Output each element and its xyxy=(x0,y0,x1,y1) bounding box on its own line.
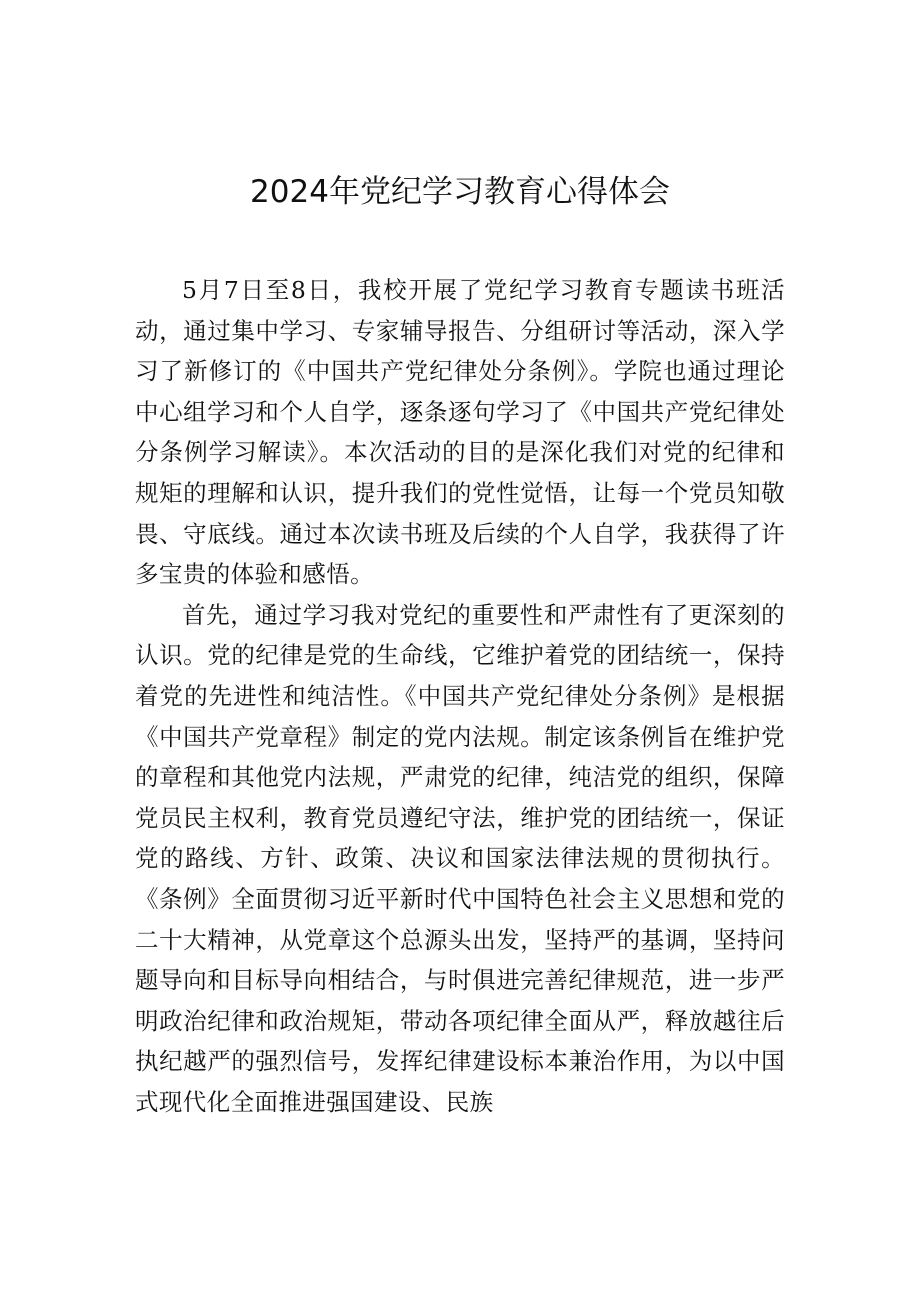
paragraph-intro: 5月7日至8日，我校开展了党纪学习教育专题读书班活动，通过集中学习、专家辅导报告、分组研讨等活动，深入学习了新修订的《中国共产党纪律处分条例》。学院也通过理论中心组学习和个人自学，逐条逐句学习了《中国共产党纪律处分条例学习解读》。本次活动的目的是深化我们对党的纪律和规矩的理解和认识，提升我们的党性觉悟，让每一个党员知敬畏、守底线。通过本次读书班及后续的个人自学，我获得了许多宝贵的体验和感悟。 xyxy=(135,276,785,589)
paragraph-first-point: 首先，通过学习我对党纪的重要性和严肃性有了更深刻的认识。党的纪律是党的生命线，它维护着党的团结统一，保持着党的先进性和纯洁性。《中国共产党纪律处分条例》是根据《中国共产党章程》制定的党内法规。制定该条例旨在维护党的章程和其他党内法规，严肃党的纪律，纯洁党的组织，保障党员民主权利，教育党员遵纪守法，维护党的团结统一，保证党的路线、方针、政策、决议和国家法律法规的贯彻执行。《条例》全面贯彻习近平新时代中国特色社会主义思想和党的二十大精神，从党章这个总源头出发，坚持严的基调，坚持问题导向和目标导向相结合，与时俱进完善纪律规范，进一步严明政治纪律和政治规矩，带动各项纪律全面从严，释放越往后执纪越严的强烈信号，发挥纪律建设标本兼治作用，为以中国式现代化全面推进强国建设、民族 xyxy=(135,600,785,1116)
document-title: 2024年党纪学习教育心得体会 xyxy=(250,174,670,210)
document-body xyxy=(135,270,785,1122)
